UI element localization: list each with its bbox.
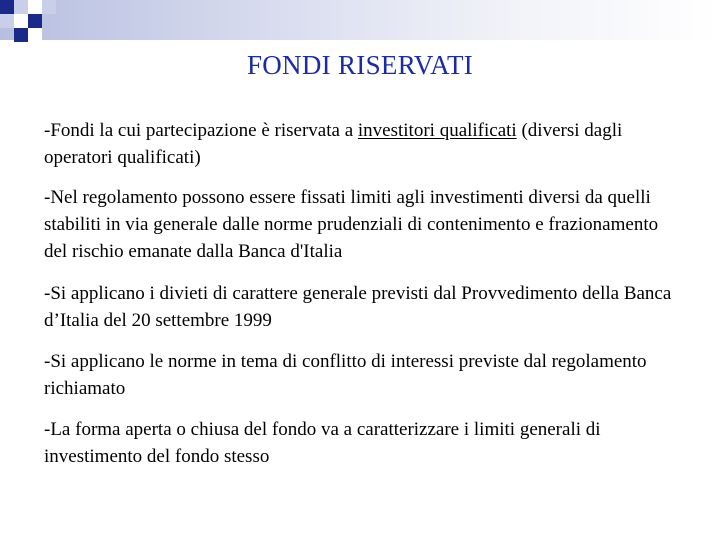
paragraph-conflitto-interessi: -Si applicano le norme in tema di conflitto di interessi previste dal regolamento richiamato [44,351,647,399]
deco-square [0,0,14,14]
deco-square [0,14,14,28]
paragraph-text: -Fondi la cui partecipazione è riservata a [44,120,358,141]
paragraph-divieti: -Si applicano i divieti di carattere generale previsti dal Provvedimento della Banca d’Italia del 20 settembre 1999 [44,283,672,331]
paragraph-forma-fondo: -La forma aperta o chiusa del fondo va a caratterizzare i limiti generali di investimento del fondo stesso [44,419,601,467]
paragraph-limiti-investimenti: -Nel regolamento possono essere fissati limiti agli investimenti diversi da quelli stabiliti in via generale dalle norme prudenziali di contenimento e frazionamento del rischio emanate dalla Banca d'Italia [44,187,659,262]
header-gradient-band [0,0,720,40]
paragraph-investitori-qualificati [44,117,674,171]
deco-square [28,28,42,42]
deco-square [28,14,42,28]
underlined-term: investitori qualificati [357,120,517,141]
deco-square [42,0,56,14]
decorative-squares-logo [0,0,60,50]
deco-square [14,0,28,14]
paragraph-text: (diversi dagli operatori qualificati) [44,120,623,168]
slide-body [44,117,674,482]
slide-title: FONDI RISERVATI [246,50,474,80]
deco-square [14,28,28,42]
deco-square [14,14,28,28]
deco-square [28,0,42,14]
